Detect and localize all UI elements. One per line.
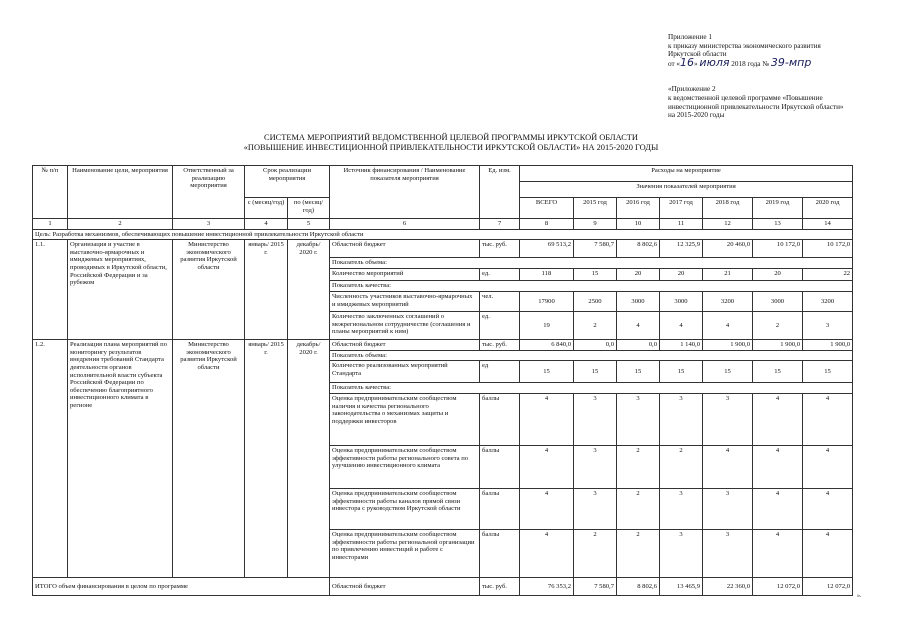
value-cell: 3000 [753,292,803,312]
column-number: 11 [660,219,703,230]
value-cell: 12 325,9 [660,240,703,258]
value-cell: 10 172,0 [753,240,803,258]
header-term: Срок реализации мероприятия [245,166,330,198]
column-number: 3 [173,219,245,230]
column-number: 4 [245,219,288,230]
value-cell: 22 360,0 [703,577,753,595]
value-cell: 15 [574,361,617,383]
annex2-line-4: на 2015-2020 годы [668,111,725,120]
goal-row [33,229,853,240]
handwritten-order-number: 39-мпр [770,55,812,69]
header-indicator-values: Значения показателей мероприятия [520,182,853,198]
value-cell: 4 [703,445,753,488]
value-cell: 19 [520,312,574,340]
column-number-row [33,219,853,230]
value-cell: 20 [753,269,803,281]
indicator-label: Количество мероприятий [330,269,480,281]
table-row [33,340,853,351]
value-cell: 3000 [660,292,703,312]
column-number: 6 [330,219,480,230]
column-number: 14 [803,219,853,230]
value-cell: 4 [520,488,574,529]
appendix-line-1: Приложение 1 [668,33,712,41]
header-term-to: по (месяц/год) [288,198,330,219]
unit: ед [480,361,520,383]
header-name: Наименование цели, мероприятия [68,166,173,219]
value-cell: 15 [753,361,803,383]
value-cell: 2 [660,445,703,488]
appendix-header [668,33,844,120]
value-cell: 3 [703,488,753,529]
value-cell: 15 [617,361,660,383]
indicator-label: Количество заключенных соглашений о межрегиональном сотрудничестве (соглашения и планы мероприятий к ним) [330,312,480,340]
date-year: 2018 года № [729,59,771,68]
measure-name: Реализация плана мероприятий по мониторингу результатов внедрения требований Стандарта деятельности органов исполнительной власти субъекта Российской Федерации по обеспечению благоприятного инвестиционного климата в регионе [68,340,173,578]
volume-label: Показатель объема: [330,350,853,361]
value-cell: 20 [617,269,660,281]
unit: баллы [480,488,520,529]
annex2-line-2: к ведомственной целевой программе «Повышение [668,93,823,102]
appendix-date-line: от «16» июля 2018 года № 39-мпр [668,55,812,69]
value-cell: 4 [803,529,853,577]
unit: баллы [480,393,520,445]
value-cell: 0,0 [617,340,660,351]
measure-term-from: январь/ 2015 г. [245,340,288,578]
source-label: Областной бюджет [330,340,480,351]
header-year: 2016 год [617,198,660,219]
handwritten-month: июля [699,55,730,69]
measure-responsible: Министерство экономического развития Иркутской области [173,340,245,578]
header-year: 2015 год [574,198,617,219]
measure-number: 1.2. [33,340,68,578]
value-cell: 4 [703,312,753,340]
value-cell: 4 [803,488,853,529]
value-cell: 15 [703,361,753,383]
value-cell: 1 900,0 [753,340,803,351]
column-number: 2 [68,219,173,230]
value-cell: 4 [520,445,574,488]
value-cell: 1 140,0 [660,340,703,351]
header-unit: Ед. изм. [480,166,520,219]
value-cell: 0,0 [574,340,617,351]
value-cell: 1 900,0 [703,340,753,351]
value-cell: 15 [803,361,853,383]
handwritten-day: 16 [680,55,695,69]
indicator-label: Оценка предпринимательским сообществом эффективности работы каналов прямой связи инвестора с руководством Иркутской области [330,488,480,529]
value-cell: 4 [803,445,853,488]
column-number: 8 [520,219,574,230]
header-term-from: с (месяц/год) [245,198,288,219]
volume-label: Показатель объема: [330,258,853,269]
column-number: 1 [33,219,68,230]
quality-label: Показатель качества: [330,281,853,292]
value-cell: 3 [574,393,617,445]
program-table [32,165,853,596]
value-cell: 4 [660,312,703,340]
value-cell: 21 [703,269,753,281]
header-year: 2020 год [803,198,853,219]
value-cell: 10 172,0 [803,240,853,258]
column-number: 10 [617,219,660,230]
appendix-line-3: Иркутской области [668,50,727,59]
header-year: 2019 год [753,198,803,219]
value-cell: 3 [803,312,853,340]
title-line-1: СИСТЕМА МЕРОПРИЯТИЙ ВЕДОМСТВЕННОЙ ЦЕЛЕВОЙ ПРОГРАММЫ ИРКУТСКОЙ ОБЛАСТИ [264,133,638,142]
total-label: ИТОГО объем финансирования в целом по программе [33,577,330,595]
value-cell: 4 [753,393,803,445]
value-cell: 69 513,2 [520,240,574,258]
value-cell: 3 [703,529,753,577]
indicator-label: Численность участников выставочно-ярмарочных и имиджевых мероприятий [330,292,480,312]
value-cell: 20 460,0 [703,240,753,258]
header-expenses: Расходы на мероприятие [520,166,853,182]
header-year: ВСЕГО [520,198,574,219]
value-cell: 2500 [574,292,617,312]
closing-quote-mark: ». [857,593,862,599]
document-title [0,133,902,153]
value-cell: 2 [617,445,660,488]
unit: баллы [480,445,520,488]
value-cell: 12 072,0 [753,577,803,595]
value-cell: 4 [520,393,574,445]
value-cell: 3 [574,445,617,488]
value-cell: 7 580,7 [574,577,617,595]
value-cell: 7 580,7 [574,240,617,258]
measure-responsible: Министерство экономического развития Иркутской области [173,240,245,340]
value-cell: 15 [520,361,574,383]
value-cell: 6 840,0 [520,340,574,351]
header-row-1 [33,166,853,182]
measure-number: 1.1. [33,240,68,340]
value-cell: 4 [803,393,853,445]
header-year: 2017 год [660,198,703,219]
title-line-2: «ПОВЫШЕНИЕ ИНВЕСТИЦИОННОЙ ПРИВЛЕКАТЕЛЬНОСТИ ИРКУТСКОЙ ОБЛАСТИ» НА 2015-2020 ГОДЫ [243,143,659,152]
appendix-line-2: к приказу министерства экономического развития [668,41,821,50]
column-number: 13 [753,219,803,230]
header-source: Источник финансирования / Наименование показателя мероприятия [330,166,480,219]
indicator-label: Количество реализованных мероприятий Стандарта [330,361,480,383]
value-cell: 2 [617,488,660,529]
value-cell: 4 [520,529,574,577]
value-cell: 3 [660,393,703,445]
source-label: Областной бюджет [330,240,480,258]
value-cell: 3200 [703,292,753,312]
value-cell: 3000 [617,292,660,312]
value-cell: 3 [574,488,617,529]
header-year: 2018 год [703,198,753,219]
unit: ед. [480,312,520,340]
header-num: № п/п [33,166,68,219]
indicator-label: Оценка предпринимательским сообществом эффективности работы региональной организации по привлечению инвестиций и работе с инвесторами [330,529,480,577]
value-cell: 118 [520,269,574,281]
value-cell: 22 [803,269,853,281]
total-unit: тыс. руб. [480,577,520,595]
value-cell: 20 [660,269,703,281]
value-cell: 13 465,9 [660,577,703,595]
table-row [33,240,853,258]
value-cell: 3 [660,529,703,577]
measure-term-from: январь/ 2015 г. [245,240,288,340]
unit: чел. [480,292,520,312]
value-cell: 4 [753,488,803,529]
value-cell: 76 353,2 [520,577,574,595]
column-number: 9 [574,219,617,230]
value-cell: 15 [660,361,703,383]
measure-term-to: декабрь/ 2020 г. [288,340,330,578]
unit: тыс. руб. [480,240,520,258]
value-cell: 2 [574,529,617,577]
value-cell: 2 [617,529,660,577]
total-source: Областной бюджет [330,577,480,595]
value-cell: 17900 [520,292,574,312]
value-cell: 4 [753,529,803,577]
value-cell: 3200 [803,292,853,312]
value-cell: 1 900,0 [803,340,853,351]
unit: ед. [480,269,520,281]
value-cell: 4 [617,312,660,340]
value-cell: 8 802,6 [617,577,660,595]
column-number: 12 [703,219,753,230]
total-row [33,577,853,595]
column-number: 7 [480,219,520,230]
value-cell: 2 [574,312,617,340]
value-cell: 3 [703,393,753,445]
value-cell: 2 [753,312,803,340]
unit: баллы [480,529,520,577]
indicator-label: Оценка предпринимательским сообществом наличия и качества регионального законодательства о механизмах защиты и поддержки инвесторов [330,393,480,445]
annex2-line-3: инвестиционной привлекательности Иркутской области» [668,102,844,111]
annex2-line-1: «Приложение 2 [668,85,716,94]
value-cell: 3 [617,393,660,445]
value-cell: 8 802,6 [617,240,660,258]
date-prefix: от « [668,59,681,68]
value-cell: 3 [660,488,703,529]
goal-text: Цель: Разработка механизмов, обеспечивающих повышение инвестиционной привлекательности Иркутской области [33,229,853,240]
measure-name: Организация и участие в выставочно-ярмарочных и имиджевых мероприятиях, проводимых в Иркутской области, Российской Федерации и за рубежом [68,240,173,340]
column-number: 5 [288,219,330,230]
value-cell: 12 072,0 [803,577,853,595]
header-responsible: Ответственный за реализацию мероприятия [173,166,245,219]
unit: тыс. руб. [480,340,520,351]
value-cell: 15 [574,269,617,281]
indicator-label: Оценка предпринимательским сообществом эффективности работы регионального совета по улучшению инвестиционного климата [330,445,480,488]
quality-label: Показатель качества: [330,383,853,394]
value-cell: 4 [753,445,803,488]
measure-term-to: декабрь/ 2020 г. [288,240,330,340]
